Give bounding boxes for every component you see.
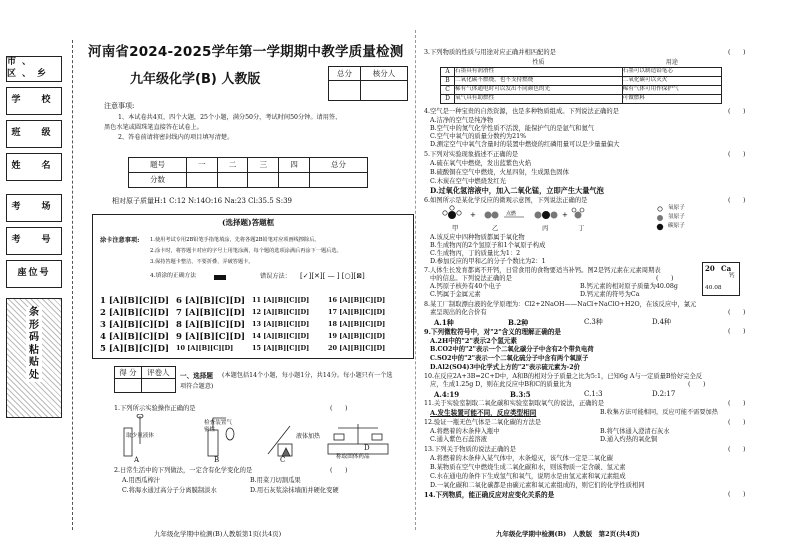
sidebar-field-exam-number: 考 号 <box>6 227 62 255</box>
q2-opt-d: D.用石灰浆涂抹墙面并硬化变硬 <box>250 487 339 494</box>
q11-text: 11.关于实验室制取二氧化碳和实验室制取氧气的说法，正确的是 <box>424 400 605 407</box>
q12-opt-d: D.通入灼热的氧化铜 <box>600 436 658 443</box>
caution-1: 1.使用考试专用2B铅笔手指笔填涂，先将各题2B铅笔对应项画线擦除后。 <box>150 237 320 243</box>
answer-sheet-title: (选择题)答题框 <box>222 218 275 227</box>
sidebar-field-name: 姓 名 <box>6 153 62 181</box>
q11-opt-b: B.收集方法可能相同，反应可能不需要加热 <box>600 409 718 416</box>
q7-paren: ( ) <box>656 275 674 282</box>
q7-element-card <box>702 262 740 296</box>
q7-mass: 40.08 <box>705 285 722 291</box>
q8-opt-c: C.3种 <box>584 318 603 326</box>
q1-caption-d: 称取固体药品 <box>336 454 370 460</box>
q5-opt-d: D.过氧化氢溶液中，加入二氧化锰，立即产生大量气泡 <box>430 186 604 195</box>
q7-symbol: Ca <box>721 264 732 273</box>
q1-label-b: B <box>214 456 220 464</box>
student-info-sidebar <box>2 40 72 520</box>
q6-label-ding: 丁 <box>578 225 585 232</box>
correct-fill-example <box>214 275 226 280</box>
q6-molecule-figure <box>440 203 740 233</box>
q10-opt-b: B.3:5 <box>510 390 531 399</box>
q1-figure-c <box>268 426 292 456</box>
choice-q14[interactable]: 14 [A][B][C][D] <box>252 332 310 340</box>
q13-opt-a: A.将燃着的木条伸入某气体中，木条熄灭，该气体一定是二氧化碳 <box>430 455 613 462</box>
score-cell[interactable] <box>248 173 279 188</box>
q14-text: 14.下列物质，能正确反应对应变化关系的是 <box>424 491 555 499</box>
q5-text: 5.下列对实验现象描述不正确的是 <box>424 151 519 158</box>
section-score-cell[interactable] <box>115 379 142 393</box>
choice-q1[interactable]: 1 [A][B][C][D] <box>100 296 169 306</box>
q5-opt-b: B.硫酸铜在空气中燃烧，火星四射，生成黑色固体 <box>430 169 569 176</box>
q9-opt-c: C.SO2中的"2"表示一个二氧化硫分子中含有两个氧原子 <box>430 355 589 362</box>
choice-q3[interactable]: 3 [A][B][C][D] <box>100 320 169 330</box>
q1-label-d: D <box>364 444 370 452</box>
choice-q15[interactable]: 15 [A][B][C][D] <box>252 344 310 352</box>
notice-item-1b: 黑色水笔或圆珠笔直接答在试卷上。 <box>104 124 203 131</box>
q7-text: 7.人体生长发育都离不开钙，日常食用的食物要适当补钙。图2是钙元素在元素周期表 <box>424 267 661 274</box>
q3-paren: ( ) <box>728 49 746 56</box>
q3-row-b: B <box>441 76 455 85</box>
q10-text: 10.在反应2A+3B=2C+D中，A和B的相对分子质量之比为5:1，已知6g A与一定质量B恰好完全反 <box>424 373 703 380</box>
q10-text-b: 应，生成1.25g D，则在此反应中B和C的质量比为 <box>430 381 572 388</box>
score-header-cell: 二 <box>217 158 248 173</box>
q6-opt-b: B.生成物丙的2个氢原子和1个氧原子构成 <box>430 242 546 249</box>
q10-opt-a: A.4:19 <box>434 390 460 399</box>
q1-caption-a: 取少量液体 <box>126 433 154 439</box>
score-cell[interactable] <box>310 173 368 188</box>
q2-paren: ( ) <box>330 467 348 474</box>
page-divider <box>415 30 416 530</box>
q6-molecule-yi <box>485 212 499 219</box>
wrong-method-label: 错误方法： <box>260 273 291 280</box>
q2-opt-a: A.用西瓜榨汁 <box>122 477 161 484</box>
q14-paren: ( ) <box>728 491 746 498</box>
choice-q16[interactable]: 16 [A][B][C][D] <box>328 296 386 304</box>
q6-legend-o: 氧原子 <box>668 205 685 211</box>
choice-q19[interactable]: 19 [A][B][C][D] <box>328 332 386 340</box>
q9-opt-d: D.Al2(SO4)3中化学式上方的"2"表示硫元素为-2价 <box>430 364 580 371</box>
q12-opt-b: B.将气体通入澄清石灰水 <box>600 428 670 435</box>
q10-opt-d: D.2:17 <box>652 390 676 398</box>
answer-choice-grid <box>100 296 405 356</box>
footer-left: 九年级化学期中检测(B)人教版第1页(共4页) <box>154 530 282 538</box>
section1-desc2: 项符合题意) <box>180 383 214 390</box>
score-cell[interactable] <box>186 173 217 188</box>
q12-text: 12.验证一瓶无色气体是二氧化碳的方法是 <box>424 419 542 426</box>
q1-label-a: A <box>134 456 140 464</box>
q7-text-b: 中的信息。下列说法正确的是 <box>430 275 512 282</box>
choice-q20[interactable]: 20 [A][B][C][D] <box>328 344 386 352</box>
sidebar-field-seat: 座位号 <box>6 260 62 288</box>
q11-paren: ( ) <box>728 400 746 407</box>
q4-text: 4.空气是一种宝贵的自然资源，也是多种物质组成。下列说法正确的是 <box>424 108 619 115</box>
section1-score-box <box>114 366 176 393</box>
q1-label-c: C <box>280 456 286 464</box>
q3-header-property: 性质 <box>532 59 545 66</box>
q6-paren: ( ) <box>728 197 746 204</box>
choice-q5[interactable]: 5 [A][B][C][D] <box>100 344 169 354</box>
q8-opt-d: D.4种 <box>652 318 672 326</box>
q9-paren: ( ) <box>728 328 746 335</box>
choice-q4[interactable]: 4 [A][B][C][D] <box>100 332 169 342</box>
q12-opt-a: A.将燃着的木条伸入瓶中 <box>430 428 500 435</box>
q6-molecule-jia <box>443 206 461 219</box>
q3-row-a-prop: 石墨具有润滑性 <box>455 67 623 76</box>
q5-opt-a: A.硫在氧气中燃烧，发出蓝紫色火焰 <box>430 160 532 167</box>
notice-item-2: 2、答卷前请将密封线内的项目填写清楚。 <box>118 134 234 141</box>
q1-figure-d <box>328 424 388 454</box>
section1-desc: (本题包括14个小题，每小题1分，共14分。每小题只有一个选 <box>222 372 393 379</box>
q13-text: 13.下列关于物质的说法正确的是 <box>424 446 516 453</box>
seal-line <box>72 40 73 530</box>
q3-row-b-prop: 二氧化碳不燃烧，也不支持燃烧 <box>455 76 623 85</box>
q7-atomic-number: 20 <box>705 264 715 273</box>
reviewer-label: 核分人 <box>361 67 408 81</box>
q7-element-name: 钙 <box>729 273 735 279</box>
q4-opt-d: D.测定空气中氧气含量时的装置中燃烧的红磷用量可以是少量量偏大 <box>430 141 620 148</box>
q7-opt-d: D.钙元素的符号为Ca <box>580 291 640 298</box>
total-score-label: 总分 <box>329 67 361 81</box>
q3-row-d: D <box>441 94 455 103</box>
svg-text:+: + <box>470 211 476 219</box>
sidebar-field-school: 学 校 <box>6 87 62 115</box>
q7-opt-a: A.钙原子核外有40个电子 <box>430 283 502 290</box>
q1-text: 1.下列所示实验操作正确的是 <box>114 405 196 412</box>
q6-legend-c: 碳原子 <box>668 223 685 229</box>
choice-q10[interactable]: 10 [A][B][C][D] <box>176 344 234 352</box>
caution-2: 2.涂卡时，将答题卡对应的字号上用笔涂满，每个题的选项涂满后再涂下一题后选。 <box>150 248 342 254</box>
q6-label-yi: 乙 <box>492 225 499 232</box>
q6-molecule-bing <box>535 211 558 219</box>
caution-4: 4.填涂的正确方法 <box>150 273 197 279</box>
q13-paren: ( ) <box>728 446 746 453</box>
q8-opt-a: A.1种 <box>434 318 454 327</box>
svg-text:点燃: 点燃 <box>506 211 517 217</box>
q7-opt-b: B.钙元素的相对原子质量为40.08g <box>580 283 678 290</box>
q3-row-d-prop: 氧气具有助燃性 <box>455 94 623 103</box>
q13-opt-c: C.水在通电的条件下生成氢气和氧气，说明水是由氢元素和氧元素组成 <box>430 473 626 480</box>
q3-table <box>440 59 722 104</box>
footer-right: 九年级化学期中检测(B) 人教版 第2页(共4页) <box>496 530 640 538</box>
q4-opt-c: C.空气中氧气的质量分数约为21% <box>430 133 527 140</box>
sidebar-field-city: 市、区、乡 <box>6 56 62 82</box>
score-cell[interactable] <box>217 173 248 188</box>
q6-opt-a: A.该反应中四种物质都属于氧化物 <box>430 234 525 241</box>
q3-header-use: 用途 <box>665 59 678 66</box>
q3-row-c-use: 稀有气体可用作保护气 <box>622 85 721 94</box>
q6-legend <box>657 207 663 230</box>
q1-paren: ( ) <box>330 405 348 412</box>
q8-text-b: 素呈现出的化合价有 <box>430 309 487 316</box>
q8-opt-b: B.2种 <box>508 318 529 327</box>
barcode-label: 条形码粘贴处 <box>26 307 42 382</box>
score-row-label: 分数 <box>129 173 187 188</box>
score-table <box>128 157 368 188</box>
q6-molecule-ding <box>572 208 584 219</box>
section-score-label: 得 分 <box>115 367 142 379</box>
q12-opt-c: C.通入紫色石蕊溶液 <box>430 436 487 443</box>
q11-opt-a: A.发生装置可能不同，反应类型相同 <box>430 409 537 417</box>
score-cell[interactable] <box>279 173 310 188</box>
score-header-cell: 总分 <box>310 158 368 173</box>
q3-row-c-prop: 稀有气体通电时可以发出不同颜色的光 <box>455 85 623 94</box>
choice-q18[interactable]: 18 [A][B][C][D] <box>328 320 386 328</box>
notice-title: 注意事项: <box>104 102 135 110</box>
caution-label: 涂卡注意事项: <box>100 237 140 244</box>
score-header-cell: 四 <box>279 158 310 173</box>
q5-paren: ( ) <box>728 151 746 158</box>
q2-opt-b: B.用菜刀切割瓜果 <box>250 477 301 484</box>
sidebar-field-exam-room: 考 场 <box>6 194 62 222</box>
exam-title: 河南省2024-2025学年第一学期期中教学质量检测 <box>88 44 404 60</box>
q7-opt-c: C.钙属于金属元素 <box>430 291 481 298</box>
total-score-cell[interactable] <box>329 81 361 101</box>
q6-label-jia: 甲 <box>452 225 459 232</box>
q4-paren: ( ) <box>728 108 746 115</box>
score-header-cell: 三 <box>248 158 279 173</box>
q2-text: 2.日常生活中的下列做法，一定含有化学变化的是 <box>114 467 253 474</box>
choice-q17[interactable]: 17 [A][B][C][D] <box>328 308 386 316</box>
q4-opt-b: B.空气中的氮气化学性质不活泼，能保护气的是氩气和氦气 <box>430 125 595 132</box>
q9-opt-a: A.2H中的"2"表示2个氢元素 <box>430 337 518 345</box>
q13-opt-d: D.一氧化碳和二氧化碳都是由碳元素和氧元素组成的，则它们的化学性质相同 <box>430 482 645 489</box>
barcode-area <box>6 298 62 418</box>
q6-legend-h: 氢原子 <box>668 214 685 220</box>
q3-row-d-use: 可做燃料 <box>622 94 721 103</box>
q12-paren: ( ) <box>728 419 746 426</box>
q3-row-b-use: 二氧化碳可以灭火 <box>622 76 721 85</box>
q6-opt-c: C.生成物丙，丁的质量比为1：2 <box>430 250 521 257</box>
q10-opt-c: C.1:3 <box>584 390 603 398</box>
q13-opt-b: B.某物质在空气中燃烧生成二氧化碳和水，则该物质一定含碳、氢元素 <box>430 464 626 471</box>
choice-q13[interactable]: 13 [A][B][C][D] <box>252 320 310 328</box>
q6-opt-d: D.参加反应的甲和乙的分子个数比为2：1 <box>430 258 546 265</box>
q3-row-c: C <box>441 85 455 94</box>
choice-q6[interactable]: 6 [A][B][C][D] <box>176 296 245 306</box>
notice-item-1: 1、本试卷共4页，四个大题，25个小题，满分50分，考试时间50分钟。请用签、 <box>118 114 342 121</box>
svg-text:+: + <box>562 211 568 219</box>
wrong-marks-icon: [✓][✕][ — ] [○][⊠] <box>300 272 365 280</box>
exam-subtitle: 九年级化学(B) 人教版 <box>130 72 261 87</box>
q3-text: 3.下列物质的性质与用途对应正确并相匹配的是 <box>424 49 556 56</box>
q2-opt-c: C.将海水通过高分子分离膜制淡水 <box>122 487 217 494</box>
choice-q8[interactable]: 8 [A][B][C][D] <box>176 320 245 330</box>
choice-q2[interactable]: 2 [A][B][C][D] <box>100 308 169 318</box>
q1-caption-c: 液体加热 <box>296 433 321 440</box>
reviewer-cell[interactable] <box>361 81 408 101</box>
q5-opt-c: C.木炭在空气中燃烧发红光 <box>430 178 506 185</box>
q3-row-a-use: 石墨可以制造铅笔芯 <box>622 67 721 76</box>
choice-q11[interactable]: 11 [A][B][C][D] <box>252 296 310 304</box>
q8-paren: ( ) <box>728 309 746 316</box>
q4-opt-a: A.洁净的空气是纯净物 <box>430 117 494 124</box>
sidebar-field-class: 班 级 <box>6 120 62 148</box>
choice-q12[interactable]: 12 [A][B][C][D] <box>252 308 310 316</box>
q10-paren: ( ) <box>688 381 706 388</box>
q3-row-a: A <box>441 67 455 76</box>
q8-text: 8.某工厂制取漂白液的化学原理为：Cl2+2NaOH——NaCl+NaClO+H2O，在该反应中，氯元 <box>424 301 697 308</box>
caution-3: 3.保持答题卡整洁，不要折叠、弄破答题卡。 <box>150 259 254 265</box>
q6-text: 6.如图所示是某化学反应的微观示意图，下列说法正确的是 <box>424 197 588 204</box>
q9-opt-b: B.CO2中的"2"表示一个二氧化碳分子中含有2个带负电荷 <box>430 346 594 353</box>
q1-caption-b: 检查装置气密性 <box>204 420 232 434</box>
q6-label-bing: 丙 <box>542 225 549 232</box>
total-score-box <box>328 66 408 101</box>
section-reviewer-cell[interactable] <box>141 379 175 393</box>
score-header-cell: 一 <box>186 158 217 173</box>
atomic-mass-line: 相对原子质量H:1 C:12 N:14O:16 Na:23 Cl:35.5 S:39 <box>112 197 292 205</box>
q9-text: 9.下列微粒符号中，对"2"含义的理解正确的是 <box>424 328 562 336</box>
section-reviewer-label: 评卷人 <box>141 367 175 379</box>
section1-title: 一、选择题 <box>180 372 213 380</box>
score-header-cell: 题号 <box>129 158 187 173</box>
choice-q9[interactable]: 9 [A][B][C][D] <box>176 332 245 342</box>
choice-q7[interactable]: 7 [A][B][C][D] <box>176 308 245 318</box>
